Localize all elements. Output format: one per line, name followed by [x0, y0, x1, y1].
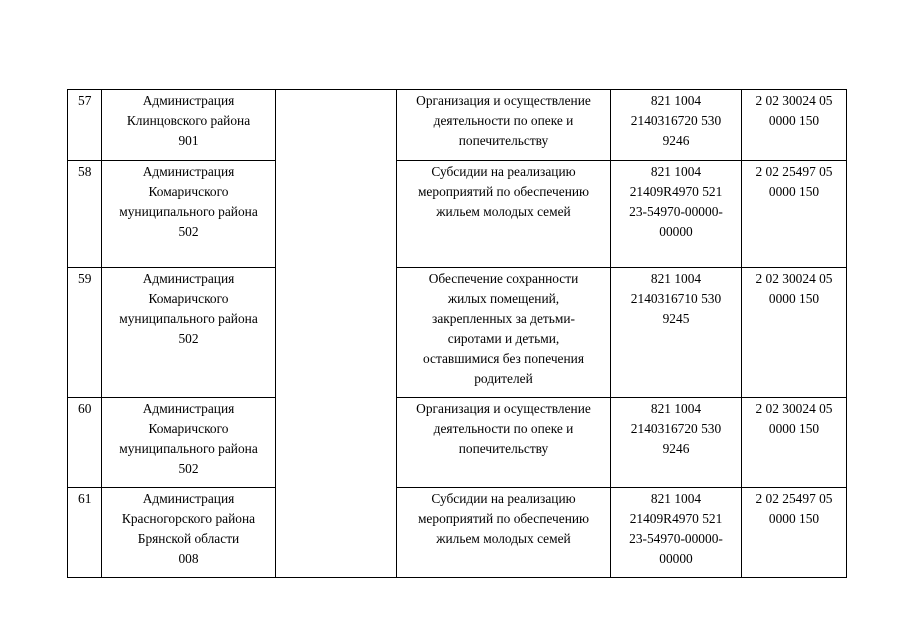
code-line: 2140316720 530 [630, 113, 722, 128]
purpose-line: Субсидии на реализацию [431, 491, 576, 506]
table-row [68, 268, 847, 398]
code-line: 21409R4970 521 [629, 184, 723, 199]
administrator-line: 502 [178, 331, 199, 346]
administrator-line: Администрация [142, 491, 235, 506]
code-line: 23-54970-00000- [629, 531, 723, 546]
administrator-line: Администрация [142, 271, 235, 286]
purpose-cell [397, 90, 611, 161]
administrator-line: муниципального района [119, 311, 258, 326]
administrator-cell [102, 268, 276, 398]
administrator-line: Комаричского [148, 291, 229, 306]
empty-cell [276, 268, 397, 398]
row-number: 57 [68, 90, 102, 161]
purpose-line: мероприятий по обеспечению [417, 184, 590, 199]
code-line: 2140316710 530 [630, 291, 722, 306]
empty-cell [276, 398, 397, 488]
purpose-line: жильем молодых семей [436, 204, 571, 219]
administrator-cell [102, 161, 276, 268]
administrator-line: муниципального района [119, 441, 258, 456]
revenue-code-cell [742, 161, 847, 268]
administrator-line: 502 [178, 461, 199, 476]
purpose-cell [397, 161, 611, 268]
code-line: 821 1004 [650, 164, 702, 179]
budget-code-cell [611, 90, 742, 161]
row-number: 61 [68, 488, 102, 578]
allocation-table [67, 89, 847, 578]
table-row [68, 398, 847, 488]
code-line: 821 1004 [650, 491, 702, 506]
purpose-cell [397, 268, 611, 398]
purpose-cell [397, 488, 611, 578]
revenue-code-cell [742, 90, 847, 161]
purpose-line: жильем молодых семей [436, 531, 571, 546]
purpose-line: попечительству [458, 441, 549, 456]
administrator-line: 901 [178, 133, 199, 148]
purpose-line: деятельности по опеке и [433, 421, 574, 436]
code-line: 821 1004 [650, 271, 702, 286]
empty-cell [276, 90, 397, 161]
revenue-code-line: 2 02 30024 05 [755, 271, 833, 286]
revenue-code-line: 2 02 30024 05 [755, 93, 833, 108]
row-number: 59 [68, 268, 102, 398]
administrator-line: Брянской области [137, 531, 240, 546]
purpose-line: сиротами и детьми, [447, 331, 560, 346]
revenue-code-line: 0000 150 [768, 511, 820, 526]
purpose-line: жилых помещений, [447, 291, 560, 306]
administrator-line: 502 [178, 224, 199, 239]
code-line: 00000 [659, 224, 693, 239]
code-line: 9246 [662, 441, 690, 456]
administrator-line: Администрация [142, 401, 235, 416]
administrator-line: муниципального района [119, 204, 258, 219]
revenue-code-cell [742, 268, 847, 398]
purpose-line: Организация и осуществление [416, 401, 591, 416]
administrator-line: 008 [178, 551, 199, 566]
revenue-code-cell [742, 488, 847, 578]
row-number: 60 [68, 398, 102, 488]
revenue-code-line: 2 02 30024 05 [755, 401, 833, 416]
administrator-line: Клинцовского района [126, 113, 251, 128]
purpose-line: оставшимися без попечения [422, 351, 584, 366]
purpose-line: попечительству [458, 133, 549, 148]
purpose-line: родителей [474, 371, 533, 386]
revenue-code-cell [742, 398, 847, 488]
code-line: 23-54970-00000- [629, 204, 723, 219]
administrator-cell [102, 398, 276, 488]
table-row [68, 161, 847, 268]
purpose-line: закрепленных за детьми- [432, 311, 575, 326]
code-line: 00000 [659, 551, 693, 566]
revenue-code-line: 2 02 25497 05 [755, 164, 833, 179]
revenue-code-line: 0000 150 [768, 421, 820, 436]
table-row [68, 90, 847, 161]
code-line: 2140316720 530 [630, 421, 722, 436]
administrator-line: Комаричского [148, 184, 229, 199]
administrator-line: Красногорского района [121, 511, 256, 526]
code-line: 21409R4970 521 [629, 511, 723, 526]
budget-code-cell [611, 161, 742, 268]
row-number: 58 [68, 161, 102, 268]
purpose-line: мероприятий по обеспечению [417, 511, 590, 526]
table-row [68, 488, 847, 578]
budget-code-cell [611, 398, 742, 488]
code-line: 9246 [662, 133, 690, 148]
code-line: 821 1004 [650, 93, 702, 108]
purpose-line: Обеспечение сохранности [428, 271, 579, 286]
empty-cell [276, 488, 397, 578]
budget-code-cell [611, 488, 742, 578]
purpose-line: деятельности по опеке и [433, 113, 574, 128]
code-line: 821 1004 [650, 401, 702, 416]
administrator-line: Администрация [142, 93, 235, 108]
revenue-code-line: 0000 150 [768, 291, 820, 306]
administrator-cell [102, 90, 276, 161]
purpose-cell [397, 398, 611, 488]
revenue-code-line: 2 02 25497 05 [755, 491, 833, 506]
administrator-line: Комаричского [148, 421, 229, 436]
administrator-line: Администрация [142, 164, 235, 179]
revenue-code-line: 0000 150 [768, 113, 820, 128]
administrator-cell [102, 488, 276, 578]
revenue-code-line: 0000 150 [768, 184, 820, 199]
budget-code-cell [611, 268, 742, 398]
empty-cell [276, 161, 397, 268]
purpose-line: Организация и осуществление [416, 93, 591, 108]
purpose-line: Субсидии на реализацию [431, 164, 576, 179]
code-line: 9245 [662, 311, 690, 326]
